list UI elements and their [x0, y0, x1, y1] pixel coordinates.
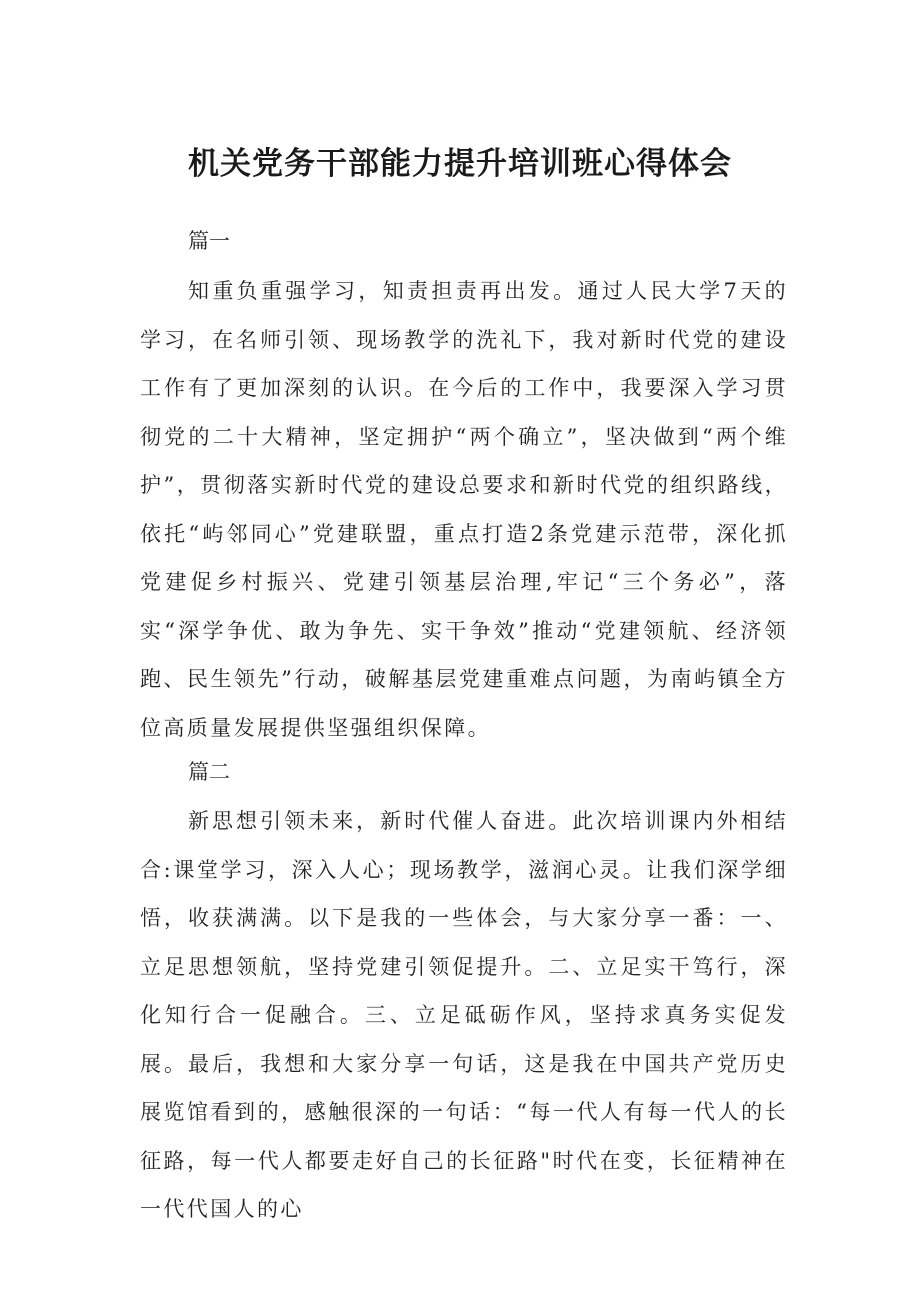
section-label-2: 篇二: [188, 760, 230, 784]
section-paragraph-1: 知重负重强学习，知责担责再出发。通过人民大学7天的学习，在名师引领、现场教学的洗礼下，我对新时代党的建设工作有了更加深刻的认识。在今后的工作中，我要深入学习贯彻党的二十大精神，坚定拥护“两个确立”，坚决做到“两个维护”，贯彻落实新时代党的建设总要求和新时代党的组织路线，依托“屿邻同心”党建联盟，重点打造2条党建示范带，深化抓党建促乡村振兴、党建引领基层治理,牢记“三个务必”，落实“深学争优、敢为争先、实干争效”推动“党建领航、经济领跑、民生领先”行动，破解基层党建重难点问题，为南屿镇全方位高质量发展提供坚强组织保障。: [140, 279, 788, 740]
section-paragraph-2: 新思想引领未来，新时代催人奋进。此次培训课内外相结合:课堂学习，深入人心；现场教学，滋润心灵。让我们深学细悟，收获满满。以下是我的一些体会，与大家分享一番：一、立足思想领航，坚持党建引领促提升。二、立足实干笃行，深化知行合一促融合。三、立足砥砺作风，坚持求真务实促发展。最后，我想和大家分享一句话，这是我在中国共产党历史展览馆看到的，感触很深的一句话：“每一代人有每一代人的长征路，每一代人都要走好自己的长征路"时代在变，长征精神在一代代国人的心: [140, 809, 788, 1221]
section-label-1: 篇一: [188, 229, 230, 253]
document-title: 机关党务干部能力提升培训班心得体会: [188, 146, 732, 182]
